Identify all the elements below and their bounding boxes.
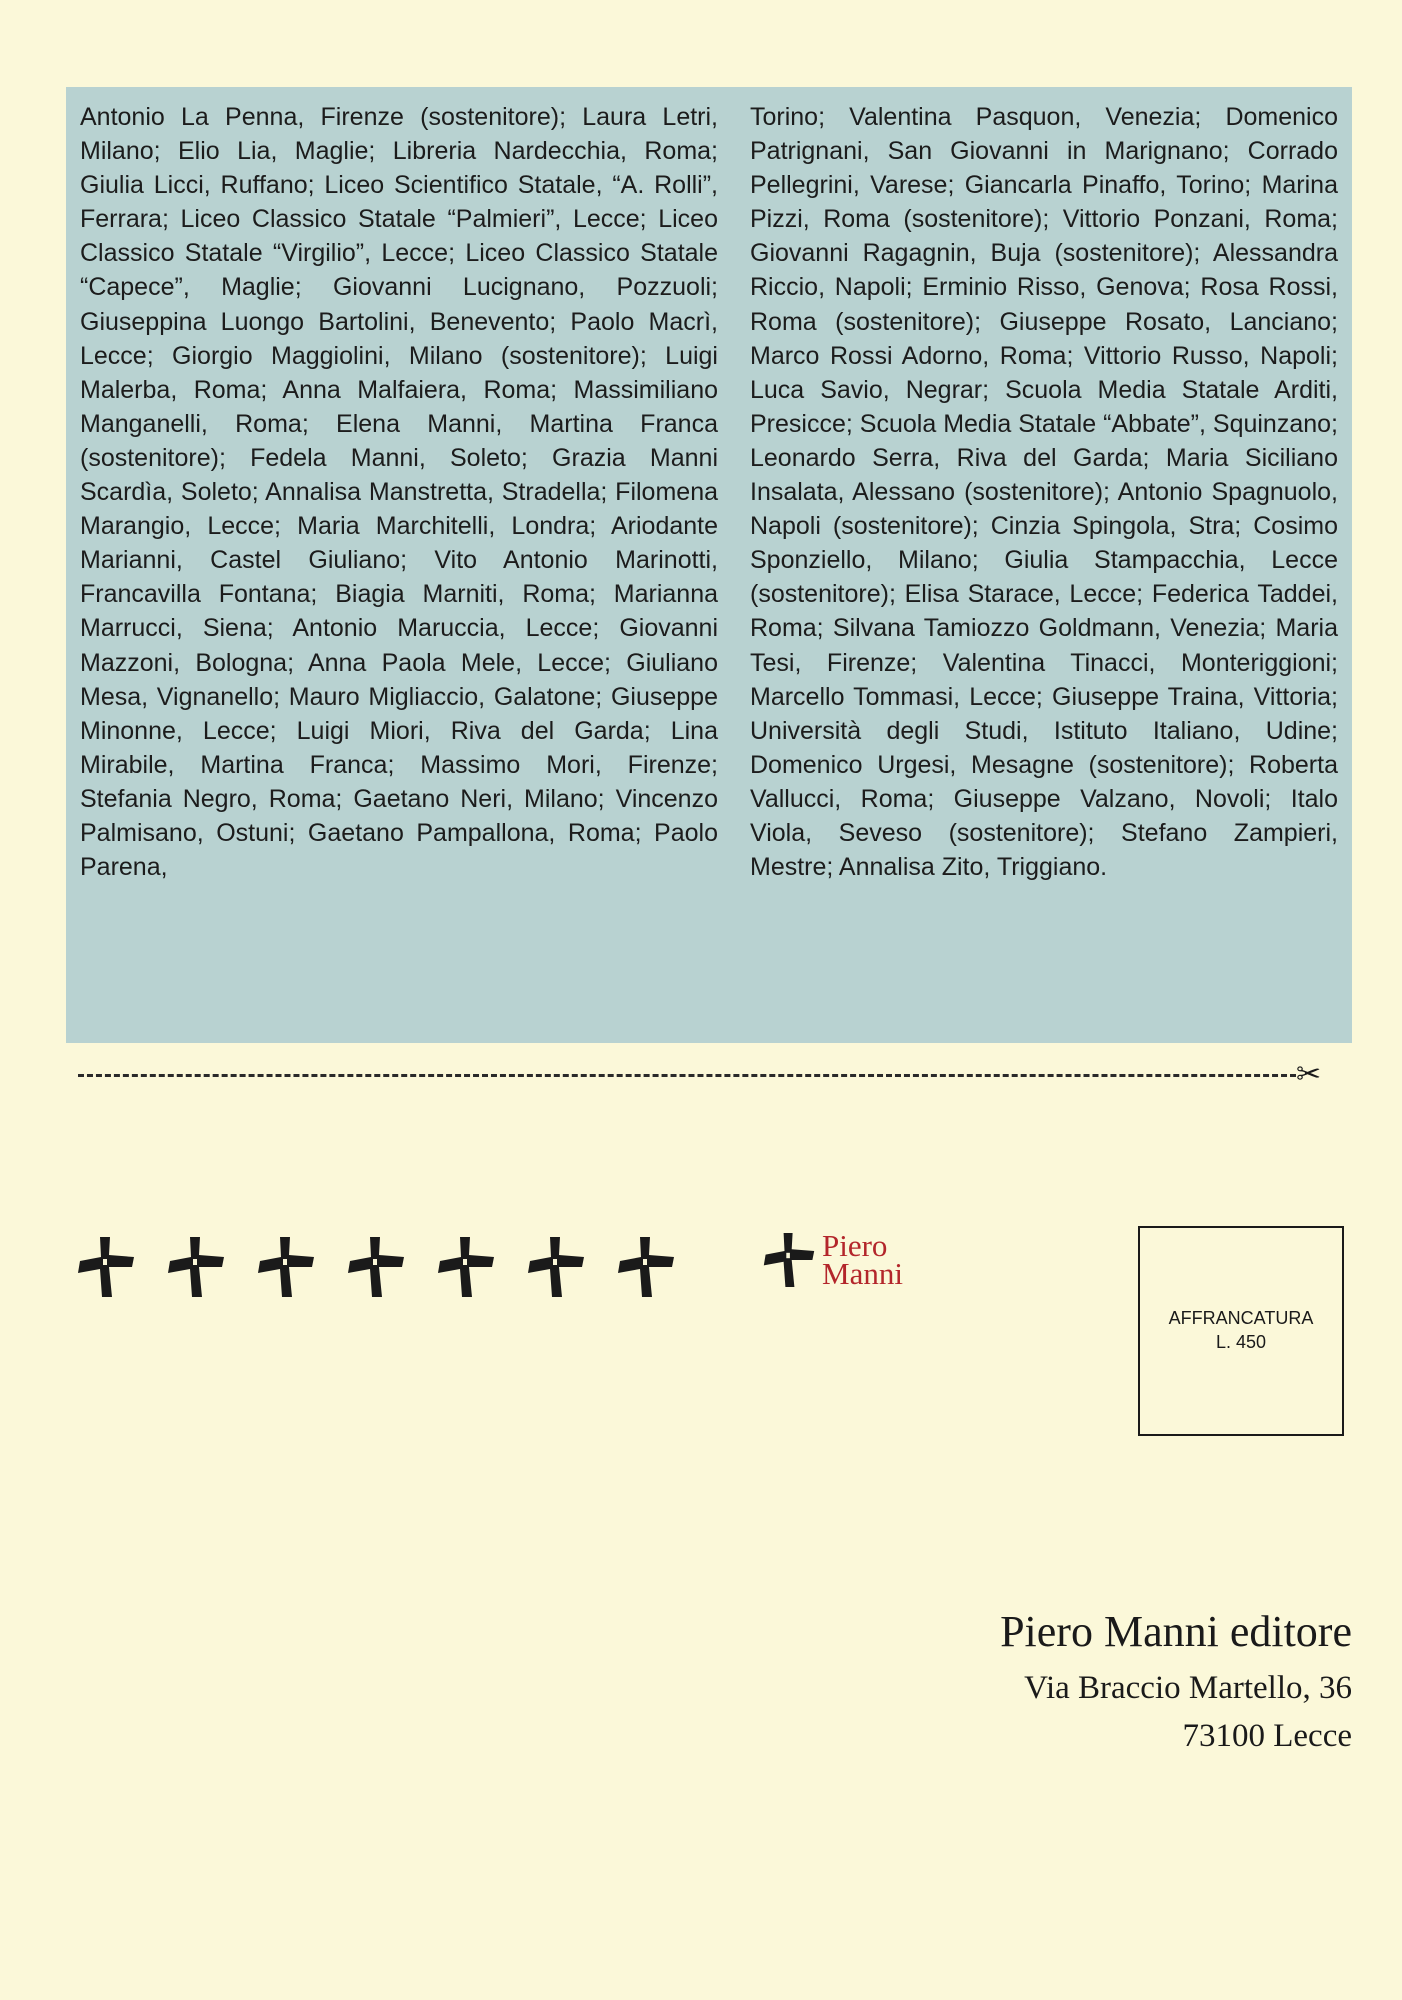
publisher-logo <box>762 1230 903 1290</box>
publisher-name: Piero Manni editore <box>1000 1607 1352 1656</box>
logo-text <box>822 1228 903 1291</box>
cross-icon <box>526 1235 586 1299</box>
cross-icon <box>76 1235 136 1299</box>
names-column-right: Torino; Valentina Pasquon, Venezia; Domenico Patrignani, San Giovanni in Marignano; Corrado Pellegrini, Varese; Giancarla Pinaffo, Torino; Marina Pizzi, Roma (sostenitore); Vittorio Ponzani, Roma; Giovanni Ragagnin, Buja (sostenitore); Alessandra Riccio, Napoli; Erminio Risso, Genova; Rosa Rossi, Roma (sostenitore); Giuseppe Rosato, Lanciano; Marco Rossi Adorno, Roma; Vittorio Russo, Napoli; Luca Savio, Negrar; Scuola Media Statale Arditi, Presicce; Scuola Media Statale “Abbate”, Squinzano; Leonardo Serra, Riva del Garda; Maria Siciliano Insalata, Alessano (sostenitore); Antonio Spagnuolo, Napoli (sostenitore); Cinzia Spingola, Stra; Cosimo Sponziello, Milano; Giulia Stampacchia, Lecce (sostenitore); Elisa Starace, Lecce; Federica Taddei, Roma; Silvana Tamiozzo Goldmann, Venezia; Maria Tesi, Firenze; Valentina Tinacci, Monteriggioni; Marcello Tommasi, Lecce; Giuseppe Traina, Vittoria; Università degli Studi, Istituto Italiano, Udine; Domenico Urgesi, Mesagne (sostenitore); Roberta Vallucci, Roma; Giuseppe Valzano, Novoli; Italo Viola, Seveso (sostenitore); Stefano Zampieri, Mestre; Annalisa Zito, Triggiano. <box>750 103 1338 882</box>
publisher-city: 73100 Lecce <box>1182 1718 1352 1754</box>
postage-stamp-box <box>1138 1226 1344 1436</box>
stamp-label: AFFRANCATURA <box>1168 1308 1314 1328</box>
logo-cross-icon <box>762 1230 816 1290</box>
cross-icon <box>436 1235 496 1299</box>
cut-line <box>78 1074 1296 1077</box>
cross-icon <box>346 1235 406 1299</box>
scissors-icon: ✂ <box>1296 1057 1322 1092</box>
stamp-price: L. 450 <box>1215 1332 1267 1352</box>
publisher-street: Via Braccio Martello, 36 <box>1024 1670 1352 1706</box>
logo-line-1: Piero <box>822 1228 888 1263</box>
publisher-address <box>1000 1600 1352 1760</box>
logo-line-2: Manni <box>822 1256 903 1291</box>
names-column-left: Antonio La Penna, Firenze (sostenitore); Laura Letri, Milano; Elio Lia, Maglie; Libreria Nardecchia, Roma; Giulia Licci, Ruffano; Liceo Scientifico Statale, “A. Rolli”, Ferrara; Liceo Classico Statale “Palmieri”, Lecce; Liceo Classico Statale “Virgilio”, Lecce; Liceo Classico Statale “Capece”, Maglie; Giovanni Lucignano, Pozzuoli; Giuseppina Luongo Bartolini, Benevento; Paolo Macrì, Lecce; Giorgio Maggiolini, Milano (sostenitore); Luigi Malerba, Roma; Anna Malfaiera, Roma; Massimiliano Manganelli, Roma; Elena Manni, Martina Franca (sostenitore); Fedela Manni, Soleto; Grazia Manni Scardìa, Soleto; Annalisa Manstretta, Stradella; Filomena Marangio, Lecce; Maria Marchitelli, Londra; Ariodante Marianni, Castel Giuliano; Vito Antonio Marinotti, Francavilla Fontana; Biagia Marniti, Roma; Marianna Marrucci, Siena; Antonio Maruccia, Lecce; Giovanni Mazzoni, Bologna; Anna Paola Mele, Lecce; Giuliano Mesa, Vignanello; Mauro Migliaccio, Galatone; Giuseppe Minonne, Lecce; Luigi Miori, Riva del Garda; Lina Mirabile, Martina Franca; Massimo Mori, Firenze; Stefania Negro, Roma; Gaetano Neri, Milano; Vincenzo Palmisano, Ostuni; Gaetano Pampallona, Roma; Paolo Parena, <box>80 103 718 882</box>
cross-icon <box>616 1235 676 1299</box>
decorative-cross-row <box>76 1232 696 1302</box>
cross-icon <box>256 1235 316 1299</box>
cross-icon <box>166 1235 226 1299</box>
